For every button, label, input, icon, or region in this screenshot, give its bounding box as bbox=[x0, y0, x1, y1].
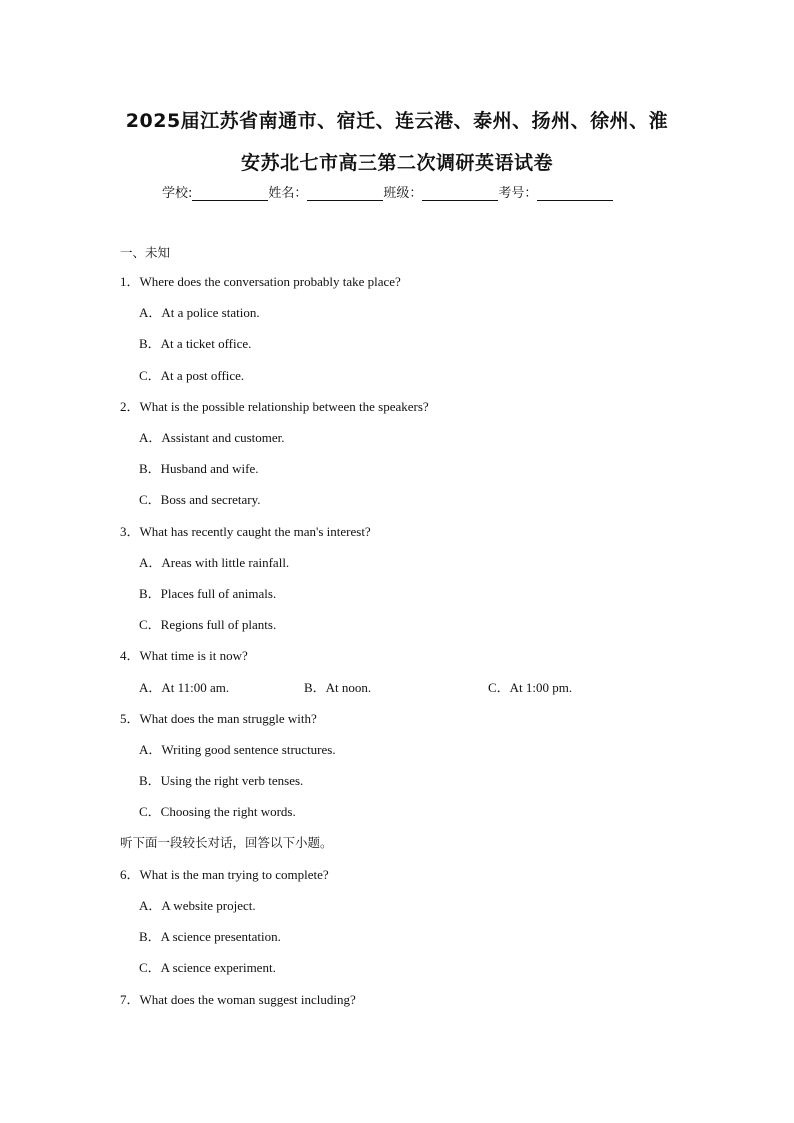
exam-title-line-2: 安苏北七市高三第二次调研英语试卷 bbox=[240, 152, 553, 174]
question-3-stem: 3．What has recently caught the man's interest? bbox=[120, 524, 371, 539]
school-label: 学校: bbox=[162, 186, 193, 201]
question-1-option-c[interactable]: C．At a post office. bbox=[139, 368, 245, 383]
name-blank[interactable] bbox=[307, 188, 383, 201]
question-5-option-b[interactable]: B．Using the right verb tenses. bbox=[139, 773, 304, 788]
question-1-option-b[interactable]: B．At a ticket office. bbox=[139, 336, 252, 351]
question-2-option-a[interactable]: A．Assistant and customer. bbox=[139, 430, 285, 445]
exam-number-label: 考号： bbox=[498, 186, 538, 201]
listening-instruction: 听下面一段较长对话，回答以下小题。 bbox=[120, 835, 333, 850]
question-5-stem: 5．What does the man struggle with? bbox=[120, 711, 317, 726]
question-3-option-c[interactable]: C．Regions full of plants. bbox=[139, 617, 277, 632]
question-2-option-c[interactable]: C．Boss and secretary. bbox=[139, 492, 261, 507]
class-label: 班级： bbox=[383, 186, 423, 201]
question-6-option-c[interactable]: C．A science experiment. bbox=[139, 960, 276, 975]
question-6-stem: 6．What is the man trying to complete? bbox=[120, 867, 329, 882]
question-4-option-c[interactable]: C．At 1:00 pm. bbox=[488, 680, 573, 695]
question-1-stem: 1．Where does the conversation probably take place? bbox=[120, 274, 401, 289]
question-3-option-b[interactable]: B．Places full of animals. bbox=[139, 586, 277, 601]
exam-title-line-1: 2025届江苏省南通市、宿迁、连云港、泰州、扬州、徐州、淮 bbox=[125, 110, 669, 132]
question-5-option-c[interactable]: C．Choosing the right words. bbox=[139, 804, 296, 819]
question-4-option-b[interactable]: B．At noon. bbox=[304, 680, 372, 695]
question-3-option-a[interactable]: A．Areas with little rainfall. bbox=[139, 555, 290, 570]
question-7-stem: 7．What does the woman suggest including? bbox=[120, 992, 356, 1007]
question-4-stem: 4．What time is it now? bbox=[120, 648, 248, 663]
name-label: 姓名： bbox=[268, 186, 308, 201]
question-6-option-b[interactable]: B．A science presentation. bbox=[139, 929, 281, 944]
question-4-option-a[interactable]: A．At 11:00 am. bbox=[139, 680, 230, 695]
question-2-stem: 2．What is the possible relationship between the speakers? bbox=[120, 399, 429, 414]
class-blank[interactable] bbox=[422, 188, 498, 201]
student-info-row bbox=[162, 182, 642, 201]
question-2-option-b[interactable]: B．Husband and wife. bbox=[139, 461, 259, 476]
section-heading: 一、未知 bbox=[120, 245, 171, 260]
question-6-option-a[interactable]: A．A website project. bbox=[139, 898, 256, 913]
question-1-option-a[interactable]: A．At a police station. bbox=[139, 305, 260, 320]
exam-number-blank[interactable] bbox=[537, 188, 613, 201]
question-5-option-a[interactable]: A．Writing good sentence structures. bbox=[139, 742, 336, 757]
school-blank[interactable] bbox=[192, 188, 268, 201]
